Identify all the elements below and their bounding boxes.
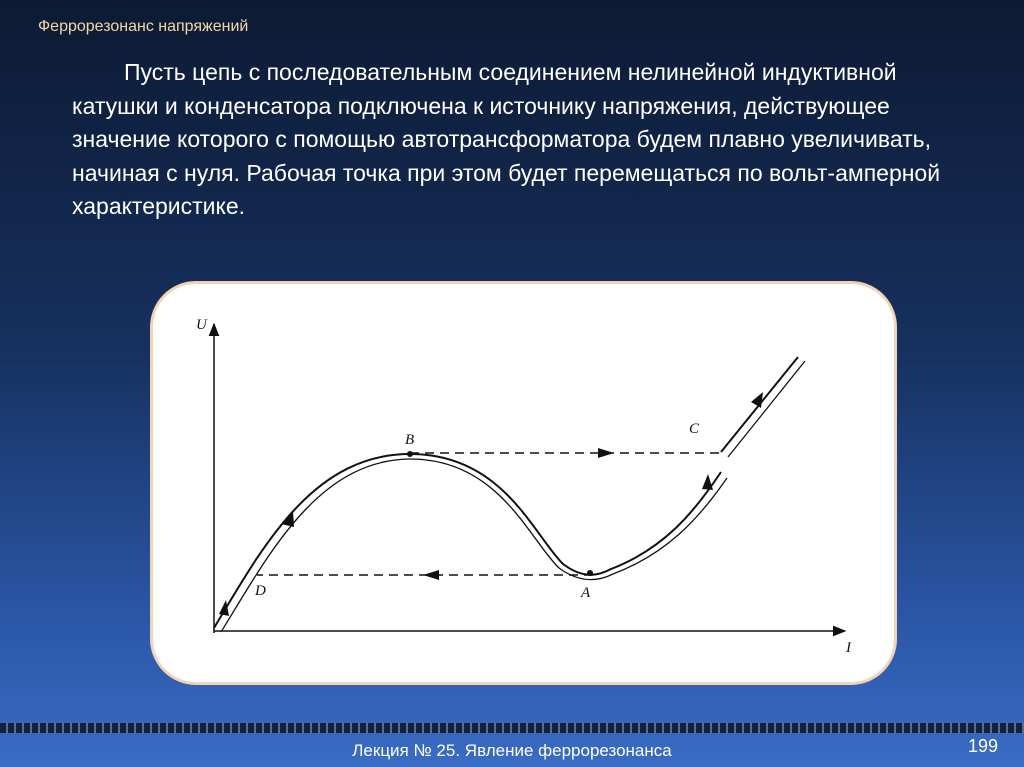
decorative-stripe	[0, 723, 1024, 733]
y-axis-label: U	[196, 317, 207, 333]
footer-lecture-title: Лекция № 25. Явление феррорезонанса	[352, 741, 672, 760]
curve-arrow-down-icon	[702, 474, 713, 490]
characteristic-curve	[214, 454, 721, 628]
section-title: Феррорезонанс напряжений	[38, 18, 249, 35]
arrow-right-icon	[598, 448, 614, 458]
characteristic-curve-inner	[221, 459, 727, 632]
point-b	[407, 451, 413, 457]
label-c: C	[689, 421, 700, 437]
volt-ampere-diagram	[153, 284, 894, 682]
branch-arrow-up-icon	[751, 392, 763, 408]
label-a: A	[581, 585, 591, 601]
x-axis-label: I	[846, 640, 851, 656]
label-b: B	[405, 432, 415, 448]
upper-branch-inner	[728, 361, 805, 457]
page-number: 199	[967, 736, 998, 756]
arrow-left-icon	[423, 570, 439, 580]
start-arrow-down-icon	[219, 600, 229, 616]
point-a	[587, 570, 593, 576]
body-paragraph: Пусть цепь с последовательным соединением нелинейной индуктивной катушки и конденсатора подключена к источнику напряжения, действующее значение которого с помощью автотрансформатора будем плавно увеличивать, начиная с нуля. Рабочая точка при этом будет перемещаться по вольт-амперной характеристике.	[72, 59, 941, 219]
figure-panel	[150, 281, 897, 685]
label-d: D	[255, 583, 266, 599]
